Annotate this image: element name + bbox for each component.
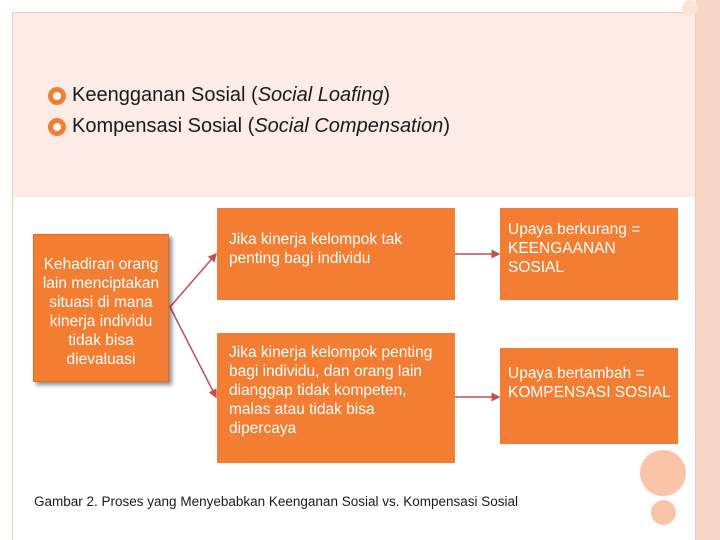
result-box-social-loafing: Upaya berkurang = KEENGAANAN SOSIAL [500, 208, 678, 300]
bullet-text: Keengganan Sosial (Social Loafing) [72, 84, 391, 106]
condition-box-unimportant: Jika kinerja kelompok tak penting bagi individu [217, 208, 455, 300]
result-box-social-compensation: Upaya bertambah = KOMPENSASI SOSIAL [500, 348, 678, 444]
figure-caption: Gambar 2. Proses yang Menyebabkan Keenganan Sosial vs. Kompensasi Sosial [34, 494, 519, 509]
arrow-cause-to-condition-2 [170, 307, 216, 397]
condition-box-important: Jika kinerja kelompok penting bagi individu, dan orang lain dianggap tidak kompeten, malas atau tidak bisa dipercaya [217, 333, 455, 463]
bullet-text: Kompensasi Sosial (Social Compensation) [72, 115, 450, 137]
arrow-cause-to-condition-1 [170, 254, 216, 307]
cause-box: Kehadiran orang lain menciptakan situasi di mana kinerja individu tidak bisa dievaluasi [33, 234, 169, 382]
